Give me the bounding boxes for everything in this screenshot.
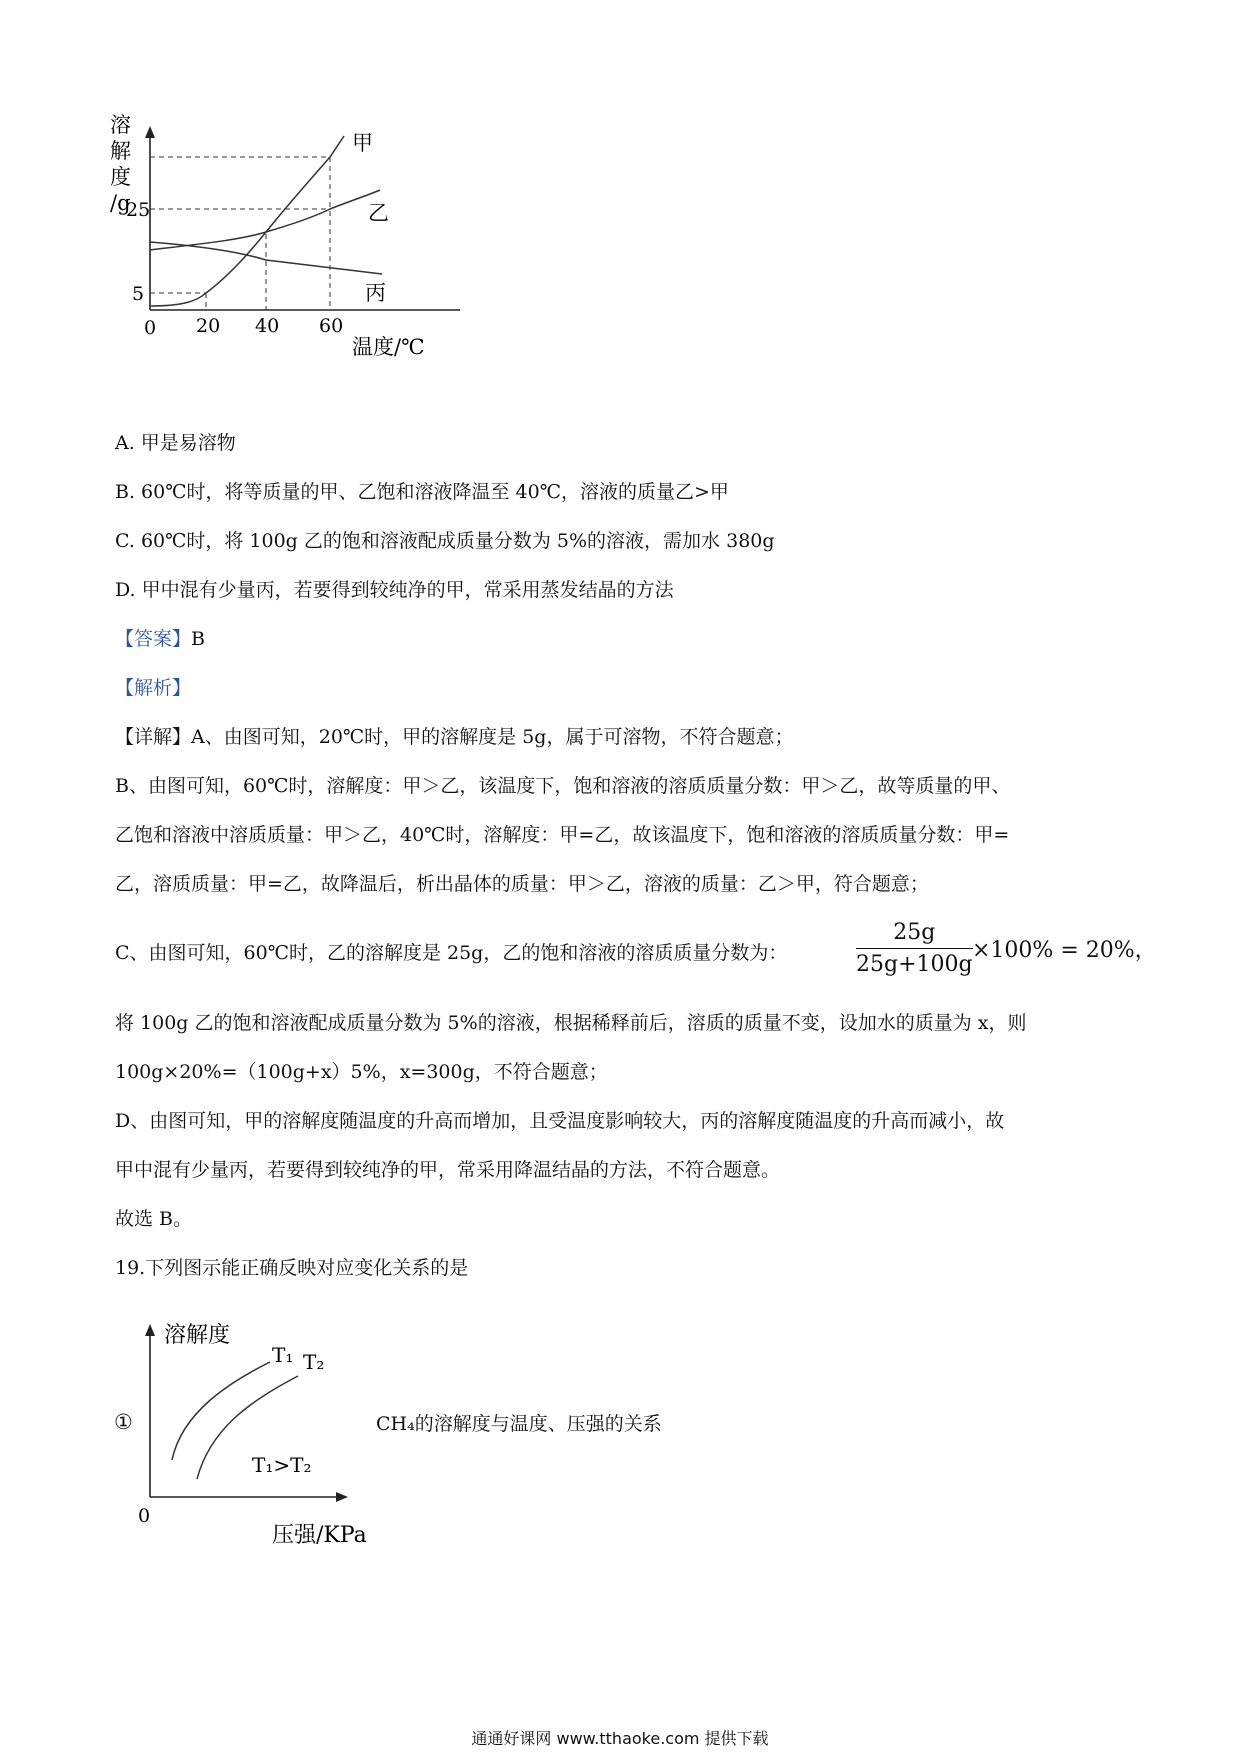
detail-line-b2: 乙饱和溶液中溶质质量：甲＞乙，40℃时，溶解度：甲=乙，故该温度下，饱和溶液的溶质质量分数：甲= — [115, 824, 1010, 846]
x-axis-arrow-2 — [336, 1492, 348, 1502]
item-number: ① — [114, 1410, 133, 1434]
curve-jia — [150, 136, 344, 306]
answer-value: B — [191, 628, 205, 650]
page-footer: 通通好课网 www.tthaoke.com 提供下载 — [471, 1729, 769, 1748]
detail-line-d2: 甲中混有少量丙，若要得到较纯净的甲，常采用降温结晶的方法，不符合题意。 — [115, 1159, 781, 1181]
series-label-bing: 丙 — [365, 281, 386, 305]
graph-description: CH₄的溶解度与温度、压强的关系 — [376, 1413, 662, 1435]
graph-origin: 0 — [138, 1505, 151, 1527]
curve-label-t1: T₁ — [272, 1343, 294, 1367]
answer-line — [115, 628, 205, 651]
ch4-solubility-graph — [130, 1312, 390, 1547]
y-axis-label-char-4: /g — [110, 191, 131, 215]
detail-conclusion: 故选 B。 — [115, 1208, 193, 1230]
x-tick-60: 60 — [319, 315, 344, 337]
detail-label: 【详解】 — [115, 726, 192, 748]
y-tick-5: 5 — [132, 283, 145, 305]
detail-line-c1: C、由图可知，60℃时，乙的溶解度是 25g，乙的饱和溶液的溶质质量分数为： — [115, 942, 788, 964]
series-label-jia: 甲 — [352, 131, 373, 155]
x-tick-40: 40 — [255, 315, 280, 337]
curve-t1 — [172, 1362, 270, 1460]
curve-yi — [150, 190, 380, 250]
fraction-denominator: 25g+100g — [856, 952, 973, 977]
detail-line-1 — [115, 726, 793, 749]
option-a: A. 甲是易溶物 — [115, 432, 236, 454]
y-axis-label-char-1: 溶 — [110, 113, 131, 137]
answer-label: 【答案】 — [115, 628, 192, 650]
detail-text-a: A、由图可知，20℃时，甲的溶解度是 5g，属于可溶物，不符合题意； — [191, 726, 794, 748]
y-tick-25: 25 — [126, 199, 151, 221]
graph-note: T₁>T₂ — [252, 1453, 312, 1477]
option-c: C. 60℃时，将 100g 乙的饱和溶液配成质量分数为 5%的溶液，需加水 380g — [115, 530, 775, 552]
detail-line-b1: B、由图可知，60℃时，溶解度：甲＞乙，该温度下，饱和溶液的溶质质量分数：甲＞乙，故等质量的甲、 — [115, 775, 1011, 797]
graph-y-label: 溶解度 — [164, 1323, 231, 1348]
fraction-numerator: 25g — [856, 920, 973, 949]
curve-label-t2: T₂ — [303, 1350, 325, 1374]
y-axis-arrow — [145, 126, 155, 138]
option-b: B. 60℃时，将等质量的甲、乙饱和溶液降温至 40℃，溶液的质量乙>甲 — [115, 481, 729, 503]
y-axis-label-char-2: 解 — [110, 139, 131, 163]
x-tick-20: 20 — [196, 315, 221, 337]
graph-x-label: 压强/KPa — [272, 1523, 367, 1547]
detail-line-d1: D、由图可知，甲的溶解度随温度的升高而增加，且受温度影响较大，丙的溶解度随温度的升高而减小，故 — [115, 1110, 1005, 1132]
detail-line-c3: 100g×20%=（100g+x）5%，x=300g，不符合题意； — [115, 1061, 608, 1083]
analysis-label: 【解析】 — [115, 677, 192, 699]
question-19-title: 19.下列图示能正确反映对应变化关系的是 — [115, 1257, 469, 1279]
fraction — [856, 920, 973, 977]
origin-label: 0 — [144, 317, 157, 339]
fraction-tail: ×100% = 20%， — [972, 938, 1157, 963]
series-label-yi: 乙 — [368, 201, 389, 225]
detail-line-b3: 乙，溶质质量：甲=乙，故降温后，析出晶体的质量：甲＞乙，溶液的质量：乙＞甲，符合题意； — [115, 873, 929, 895]
y-axis-label-char-3: 度 — [110, 165, 131, 189]
y-axis-arrow-2 — [145, 1324, 155, 1336]
solubility-chart — [110, 110, 480, 410]
x-axis-label: 温度/℃ — [352, 335, 425, 359]
option-d: D. 甲中混有少量丙，若要得到较纯净的甲，常采用蒸发结晶的方法 — [115, 579, 674, 601]
detail-line-c2: 将 100g 乙的饱和溶液配成质量分数为 5%的溶液，根据稀释前后，溶质的质量不变，设加水的质量为 x，则 — [115, 1012, 1027, 1034]
